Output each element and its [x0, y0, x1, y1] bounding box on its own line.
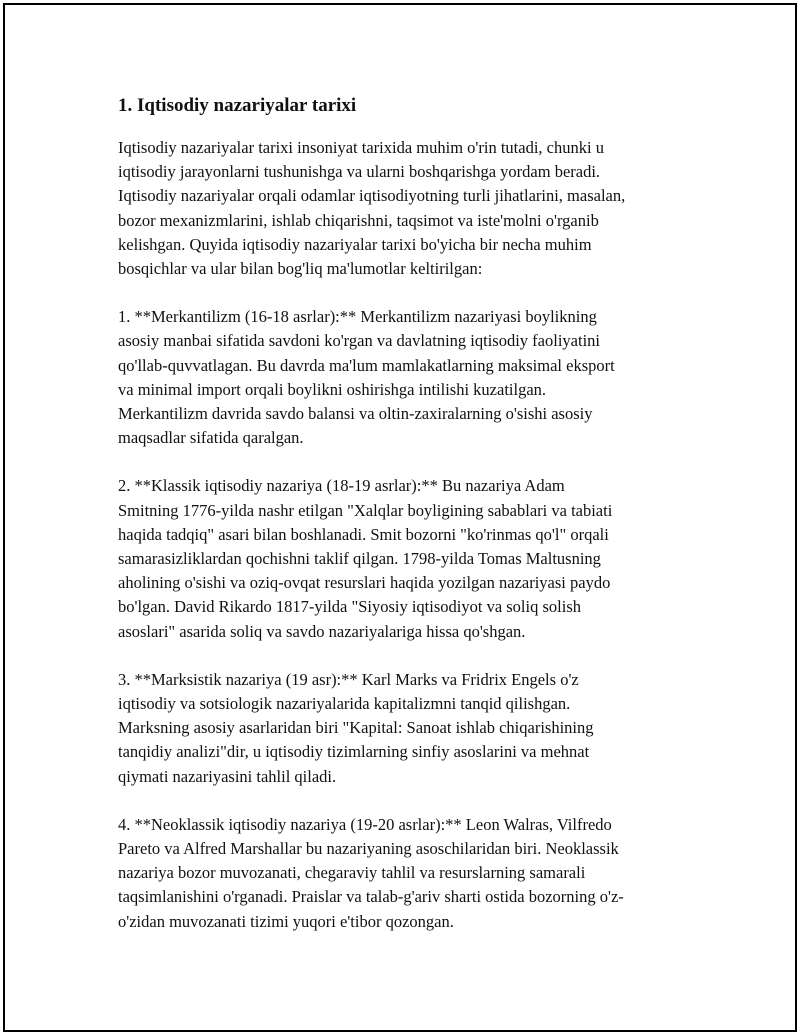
document-body	[118, 92, 688, 958]
paragraph-klassik: 2. **Klassik iqtisodiy nazariya (18-19 asrlar):** Bu nazariya Adam Smitning 1776-yilda nashr etilgan "Xalqlar boyligining sabablari va tabiati haqida tadqiq" asari bilan boshlanadi. Smit bozorni "ko'rinmas qo'l" orqali samarasizliklardan qochishni taklif qilgan. 1798-yilda Tomas Maltusning aholining o'sishi va oziq-ovqat resurslari haqida yozilgan nazariyasi paydo bo'lgan. David Rikardo 1817-yilda "Siyosiy iqtisodiyot va soliq solish asoslari" asarida soliq va savdo nazariyalariga hissa qo'shgan.	[118, 476, 613, 641]
intro-paragraph: Iqtisodiy nazariyalar tarixi insoniyat tarixida muhim o'rin tutadi, chunki u iqtisodiy jarayonlarni tushunishga va ularni boshqarishga yordam beradi. Iqtisodiy nazariyalar orqali odamlar iqtisodiyotning turli jihatlarini, masalan, bozor mexanizmlarini, ishlab chiqarishni, taqsimot va iste'molni o'rganib kelishgan. Quyida iqtisodiy nazariyalar tarixi bo'yicha bir necha muhim bosqichlar va ular bilan bog'liq ma'lumotlar keltirilgan:	[118, 138, 626, 279]
paragraph-marksistik: 3. **Marksistik nazariya (19 asr):** Karl Marks va Fridrix Engels o'z iqtisodiy va sotsiologik nazariyalarida kapitalizmni tanqid qilishgan. Marksning asosiy asarlaridan biri "Kapital: Sanoat ishlab chiqarishining tanqidiy analizi"dir, u iqtisodiy tizimlarning sinfiy asoslarini va mehnat qiymati nazariyasini tahlil qiladi.	[118, 669, 594, 786]
page-title: 1. Iqtisodiy nazariyalar tarixi	[118, 95, 357, 116]
paragraph-neoklassik: 4. **Neoklassik iqtisodiy nazariya (19-20 asrlar):** Leon Walras, Vilfredo Pareto va Alfred Marshallar bu nazariyaning asoschilaridan biri. Neoklassik nazariya bozor muvozanati, chegaraviy tahlil va resurslarning samarali taqsimlanishini o'rganadi. Praislar va talab-g'ariv sharti ostida bozorning o'z- o'zidan muvozanati tizimi yuqori e'tibor qozongan.	[118, 814, 624, 931]
paragraph-merkantilizm: 1. **Merkantilizm (16-18 asrlar):** Merkantilizm nazariyasi boylikning asosiy manbai sifatida savdoni ko'rgan va davlatning iqtisodiy faoliyatini qo'llab-quvvatlagan. Bu davrda ma'lum mamlakatlarning maksimal eksport va minimal import orqali boylikni oshirishga intilishi kuzatilgan. Merkantilizm davrida savdo balansi va oltin-zaxiralarning o'sishi asosiy maqsadlar sifatida qaralgan.	[118, 307, 615, 448]
